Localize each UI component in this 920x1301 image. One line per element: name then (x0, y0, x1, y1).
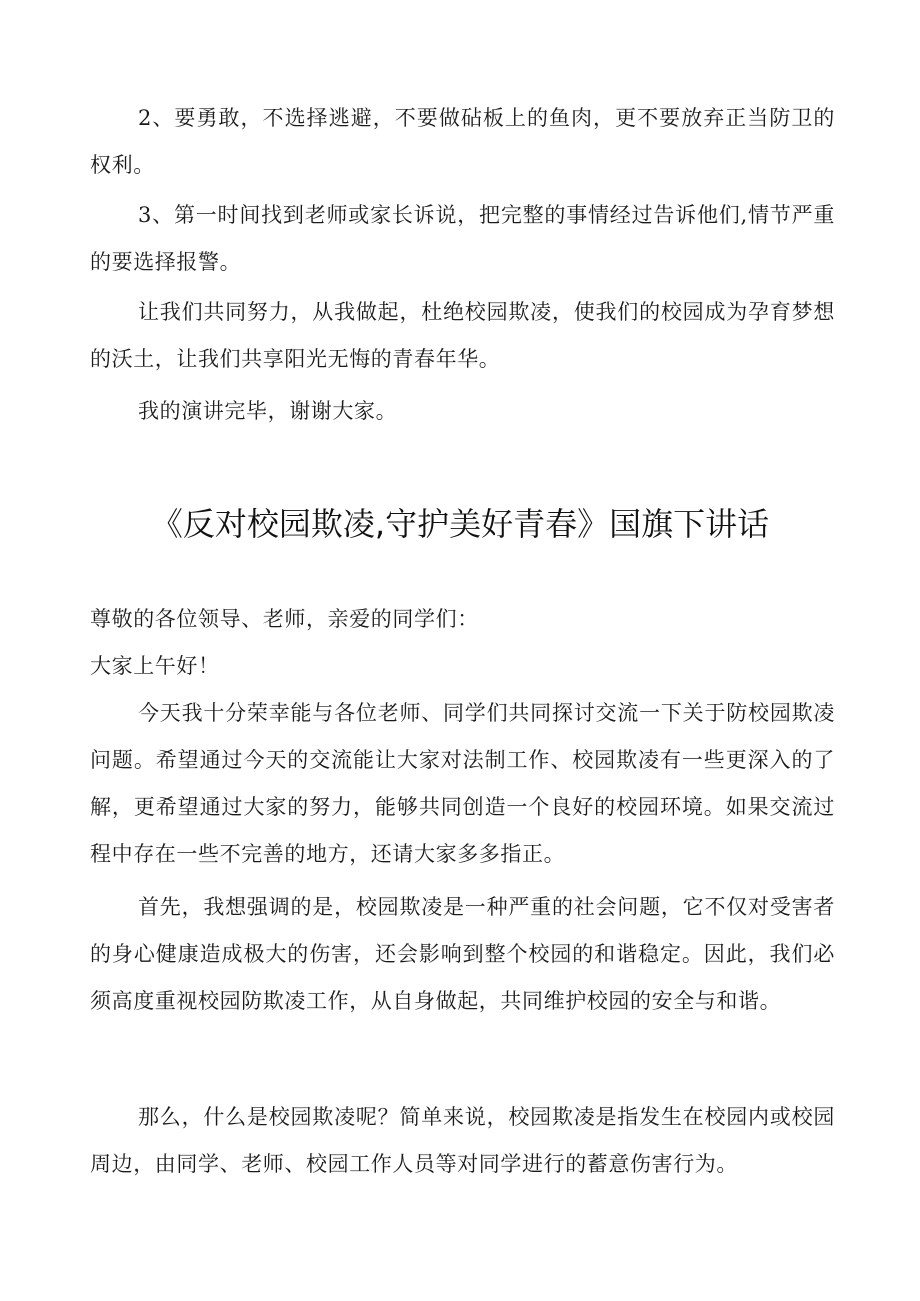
paragraph-closing-appeal: 让我们共同努力，从我做起，杜绝校园欺凌，使我们的校园成为孕育梦想的沃土，让我们共享阳光无悔的青春年华。 (90, 300, 835, 371)
paragraph-definition: 那么，什么是校园欺凌呢？简单来说，校园欺凌是指发生在校园内或校园周边，由同学、老师、校园工作人员等对同学进行的蓄意伤害行为。 (90, 1105, 835, 1176)
paragraph-report: 3、第一时间找到老师或家长诉说，把完整的事情经过告诉他们,情节严重的要选择报警。 (90, 203, 835, 274)
paragraph-emphasis: 首先，我想强调的是，校园欺凌是一种严重的社会问题，它不仅对受害者的身心健康造成极大的伤害，还会影响到整个校园的和谐稳定。因此，我们必须高度重视校园防欺凌工作，从自身做起，共同维护校园的安全与和谐。 (90, 895, 835, 1013)
paragraph-intro: 今天我十分荣幸能与各位老师、同学们共同探讨交流一下关于防校园欺凌问题。希望通过今天的交流能让大家对法制工作、校园欺凌有一些更深入的了解，更希望通过大家的努力，能够共同创造一个良好的校园环境。如果交流过程中存在一些不完善的地方，还请大家多多指正。 (90, 701, 835, 866)
paragraph-thanks: 我的演讲完毕，谢谢大家。 (138, 399, 398, 423)
salutation: 尊敬的各位领导、老师，亲爱的同学们： (90, 607, 479, 631)
speech-title: 《反对校园欺凌,守护美好青春》国旗下讲话 (150, 505, 770, 543)
greeting: 大家上午好！ (90, 654, 220, 678)
paragraph-self-defense: 2、要勇敢，不选择逃避，不要做砧板上的鱼肉，更不要放弃正当防卫的权利。 (90, 106, 835, 177)
